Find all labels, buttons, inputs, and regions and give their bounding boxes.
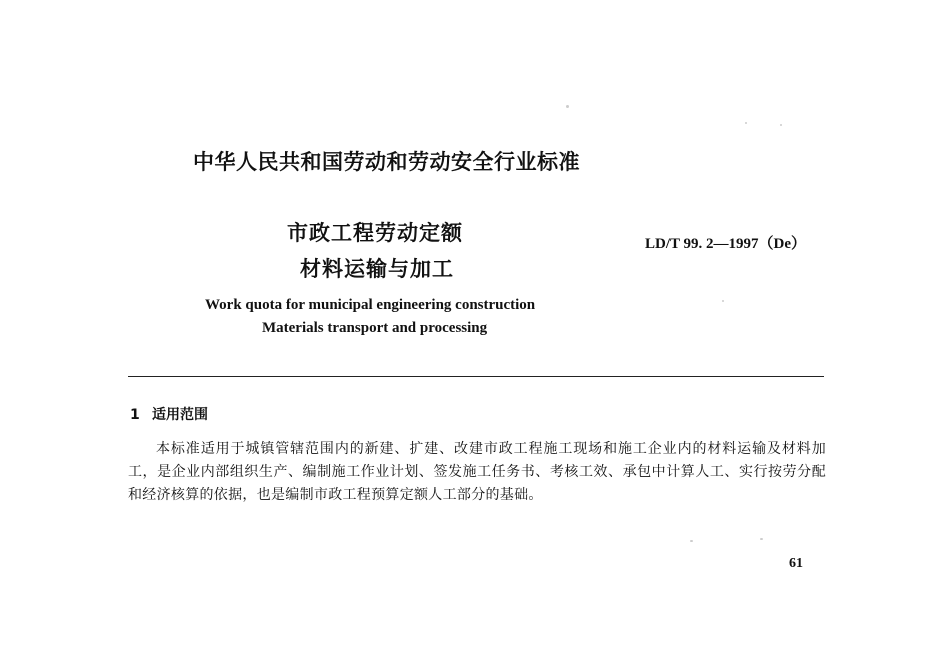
- english-title: [205, 294, 535, 340]
- scan-speckle: [722, 300, 724, 302]
- section-title: 适用范围: [152, 407, 208, 423]
- scan-speckle: [745, 122, 747, 124]
- industry-standard-header: 中华人民共和国劳动和劳动安全行业标准: [193, 150, 580, 174]
- section-paragraph: 本标准适用于城镇管辖范围内的新建、扩建、改建市政工程施工现场和施工企业内的材料运输及材料加工，是企业内部组织生产、编制施工作业计划、签发施工任务书、考核工效、承包中计算人工、实行按劳分配和经济核算的依据，也是编制市政工程预算定额人工部分的基础。: [128, 441, 826, 503]
- english-title-line-2: Materials transport and processing: [262, 320, 488, 336]
- scan-speckle: [760, 538, 763, 540]
- english-title-line-1: Work quota for municipal engineering construction: [205, 297, 536, 313]
- scan-speckle: [780, 124, 782, 126]
- section-number: 1: [130, 407, 140, 423]
- horizontal-rule: [128, 376, 824, 377]
- chinese-title: [287, 215, 463, 287]
- chinese-title-line-2: 材料运输与加工: [300, 257, 454, 281]
- page-number: 61: [789, 556, 803, 571]
- scan-speckle: [566, 105, 569, 108]
- scan-speckle: [690, 540, 693, 542]
- section-heading: [130, 404, 208, 424]
- standard-number: LD/T 99. 2—1997（De）: [645, 236, 806, 252]
- chinese-title-line-1: 市政工程劳动定额: [287, 221, 463, 245]
